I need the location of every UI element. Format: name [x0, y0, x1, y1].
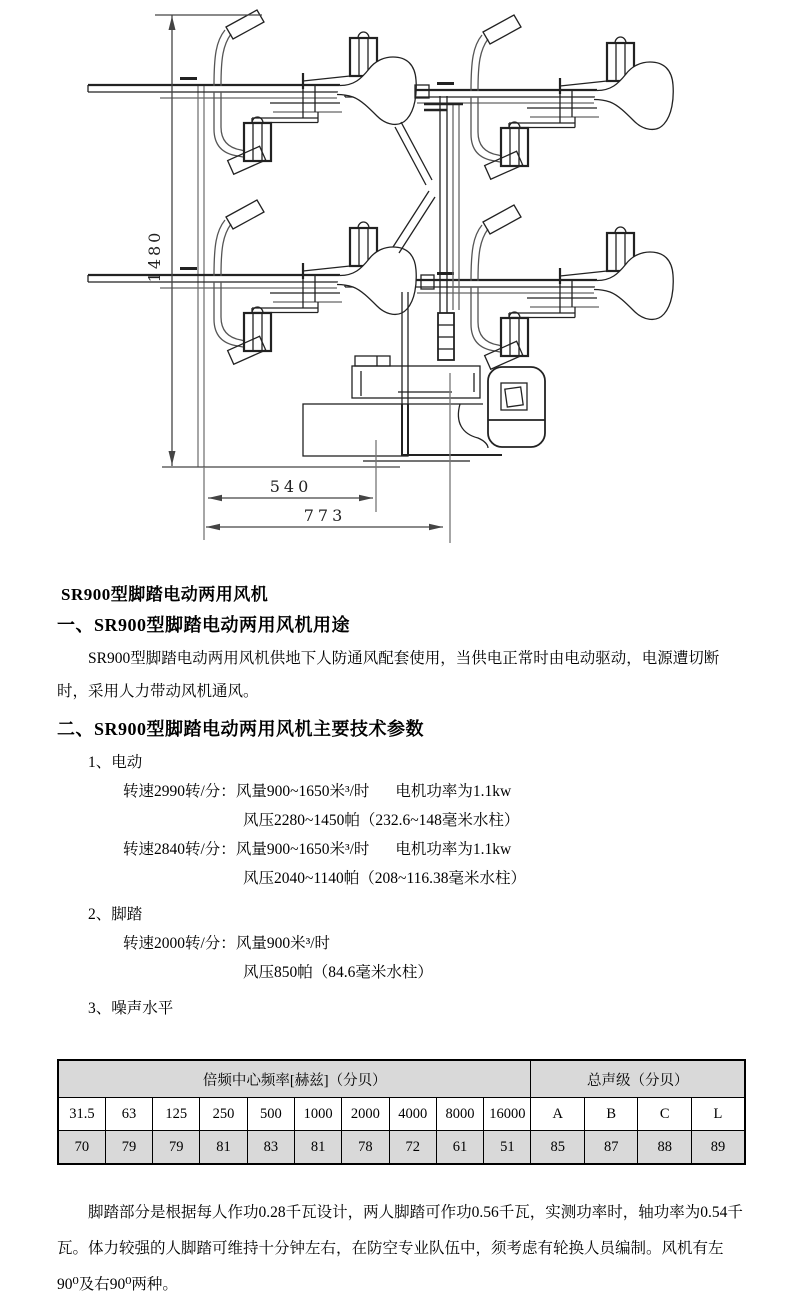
table-cell: 31.5: [58, 1098, 105, 1131]
table-cell: 51: [484, 1131, 531, 1165]
table-cell: 79: [105, 1131, 152, 1165]
spec-flow: 风量900米³/时: [235, 935, 331, 952]
drive-shaft: [402, 85, 463, 404]
table-cell: 78: [342, 1131, 389, 1165]
table-cell: 125: [153, 1098, 200, 1131]
table-cell: 8000: [436, 1098, 483, 1131]
table-cell: 89: [691, 1131, 745, 1165]
table-cell: 63: [105, 1098, 152, 1131]
spec-speed: 转速2840转/分：: [123, 841, 236, 858]
noise-level-table: [57, 1059, 746, 1165]
table-header-cell: 倍频中心频率[赫兹]（分贝）: [58, 1060, 531, 1098]
spec-group-label-electric: 1、电动: [88, 754, 143, 771]
table-cell: L: [691, 1098, 745, 1131]
table-cell: 79: [153, 1131, 200, 1165]
table-cell: 61: [436, 1131, 483, 1165]
section1-paragraph: SR900型脚踏电动两用风机供地下人防通风配套使用，当供电正常时由电动驱动，电源遭切断时，采用人力带动风机通风。: [57, 650, 720, 700]
table-cell: 1000: [294, 1098, 341, 1131]
document-body: [0, 580, 800, 1303]
dim-label-1480: 1480: [145, 229, 164, 283]
spec-flow: 风量900~1650米³/时: [235, 841, 370, 858]
table-header-row: [58, 1060, 745, 1098]
section2-heading: 二、SR900型脚踏电动两用风机主要技术参数: [57, 719, 425, 739]
brace: [393, 191, 429, 247]
spec-pressure: 风压850帕（84.6毫米水柱）: [243, 964, 433, 981]
section1-heading: 一、SR900型脚踏电动两用风机用途: [57, 615, 351, 635]
spec-group-label-pedal: 2、脚踏: [88, 906, 143, 923]
table-cell: 2000: [342, 1098, 389, 1131]
spec-power: 电机功率为1.1kw: [395, 783, 512, 800]
dim-label-540: 540: [269, 477, 313, 496]
spec-line: [123, 929, 744, 958]
table-cell: 72: [389, 1131, 436, 1165]
dim-label-773: 773: [303, 506, 347, 525]
motor: [488, 367, 545, 447]
pedal-station-row-2: [88, 200, 673, 369]
technical-drawing: [0, 0, 800, 560]
spec-power: 电机功率为1.1kw: [395, 841, 512, 858]
spec-line: [123, 777, 744, 806]
table-cell: 81: [294, 1131, 341, 1165]
table-row: [58, 1098, 745, 1131]
spec-speed: 转速2000转/分：: [123, 935, 236, 952]
page-title: SR900型脚踏电动两用风机: [61, 585, 269, 604]
table-cell: A: [531, 1098, 585, 1131]
table-cell: 87: [584, 1131, 638, 1165]
table-cell: B: [584, 1098, 638, 1131]
spec-group-label-noise: 3、噪声水平: [88, 1000, 174, 1017]
spec-pressure: 风压2280~1450帕（232.6~148毫米水柱）: [243, 812, 520, 829]
spec-line: [123, 835, 744, 864]
table-cell: 85: [531, 1131, 585, 1165]
table-cell: 83: [247, 1131, 294, 1165]
brace: [399, 197, 435, 253]
table-header-cell: 总声级（分贝）: [531, 1060, 745, 1098]
spec-pressure: 风压2040~1140帕（208~116.38毫米水柱）: [243, 870, 526, 887]
table-cell: 16000: [484, 1098, 531, 1131]
table-cell: 4000: [389, 1098, 436, 1131]
table-cell: 250: [200, 1098, 247, 1131]
table-row: [58, 1131, 745, 1165]
pedal-station-row-1: [88, 10, 673, 185]
spec-speed: 转速2990转/分：: [123, 783, 236, 800]
table-cell: 500: [247, 1098, 294, 1131]
fan-assembly-plan-view: [0, 0, 800, 560]
table-cell: 81: [200, 1131, 247, 1165]
spec-flow: 风量900~1650米³/时: [235, 783, 370, 800]
table-cell: 88: [638, 1131, 692, 1165]
table-cell: 70: [58, 1131, 105, 1165]
closing-paragraph: 脚踏部分是根据每人作功0.28千瓦设计，两人脚踏可作功0.56千瓦，实测功率时，轴功率为0.54千瓦。体力较强的人脚踏可维持十分钟左右，在防空专业队伍中，须考虑有轮换人员编制。风机有左90⁰及右90⁰两种。: [57, 1204, 743, 1293]
table-cell: C: [638, 1098, 692, 1131]
